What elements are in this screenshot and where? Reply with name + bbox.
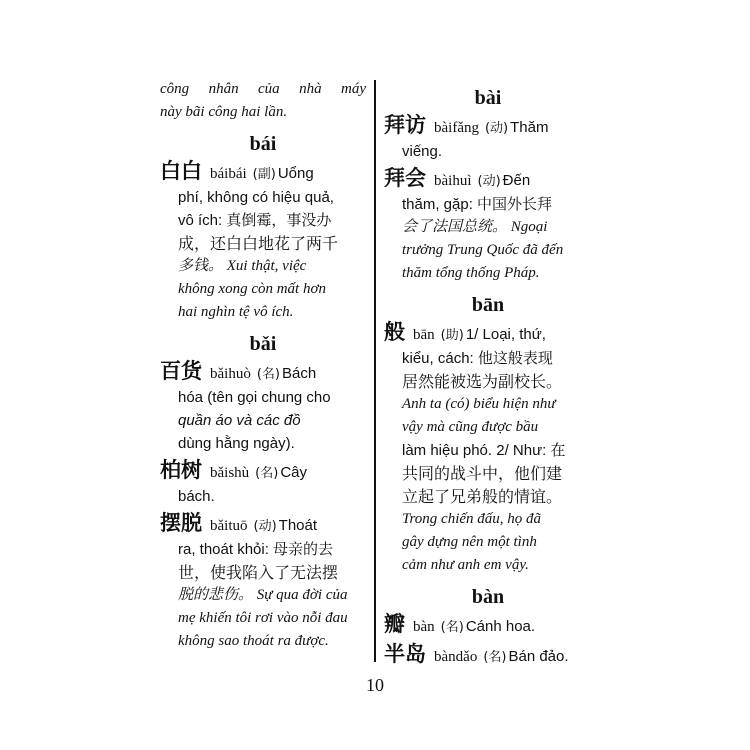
dictionary-entry xyxy=(384,613,592,639)
entry-hanzi: 百货 xyxy=(160,359,202,383)
entry-hanzi: 柏树 xyxy=(160,458,202,482)
entry-headline xyxy=(160,160,366,186)
entry-headline xyxy=(384,613,592,639)
entry-headline xyxy=(384,643,592,669)
entry-line: quần áo và các đồ xyxy=(178,412,301,429)
entry-line: hóa (tên gọi chung cho xyxy=(178,389,331,406)
entry-pinyin: bǎihuò xyxy=(210,366,251,382)
entry-line: 多钱。 Xui thật, việc xyxy=(178,258,307,274)
entry-definition-start: Thoát xyxy=(278,517,318,534)
entry-line: ra, thoát khỏi: 母亲的去 xyxy=(178,541,334,558)
entry-hanzi: 瓣 xyxy=(384,612,405,636)
entry-pos: (名) xyxy=(440,620,464,635)
entry-line: 成，还白白地花了两千 xyxy=(178,234,339,253)
entry-headline xyxy=(384,114,592,140)
entry-line: không sao thoát ra được. xyxy=(178,633,329,649)
entry-definition-start: Uổng xyxy=(277,165,314,182)
entry-pinyin: bàifǎng xyxy=(434,120,479,136)
entry-definition-start: Thăm xyxy=(510,119,549,136)
entry-headline xyxy=(160,512,366,538)
entry-pos: (动) xyxy=(477,174,501,189)
entry-hanzi: 半岛 xyxy=(384,642,426,666)
entry-pos: (副) xyxy=(252,167,276,182)
section-heading: bǎi xyxy=(249,333,277,355)
entry-pinyin: bǎishù xyxy=(210,465,250,481)
entry-pos: (名) xyxy=(255,466,279,481)
entry-line: vô ích: 真倒霉，事没办 xyxy=(178,212,332,229)
entry-headline xyxy=(160,459,366,485)
dictionary-entry xyxy=(384,167,592,285)
entry-definition-start: Cánh hoa. xyxy=(465,618,536,635)
dictionary-entry xyxy=(160,459,366,508)
right-column xyxy=(384,78,592,673)
entry-pos: (动) xyxy=(253,519,277,534)
entry-definition-start: Bách xyxy=(281,365,317,382)
entry-line: mẹ khiến tôi rơi vào nỗi đau xyxy=(178,610,348,626)
entry-line: bách. xyxy=(178,488,215,505)
example-line: công nhân của nhà máy xyxy=(160,81,366,97)
entry-hanzi: 拜会 xyxy=(384,166,426,190)
entry-hanzi: 摆脱 xyxy=(160,511,202,535)
entry-line: 脱的悲伤。 Sự qua đời của xyxy=(178,587,348,603)
entry-line: dùng hằng ngày). xyxy=(178,435,295,452)
entry-line: hai nghìn tệ vô ích. xyxy=(178,304,294,320)
entry-line: trưởng Trung Quốc đã đến xyxy=(402,242,564,258)
entry-line: gây dựng nên một tình xyxy=(402,534,537,550)
example-line: này bãi công hai lần. xyxy=(160,104,288,120)
entry-line: kiểu, cách: 他这般表现 xyxy=(402,350,553,367)
entry-hanzi: 拜访 xyxy=(384,113,426,137)
entry-headline xyxy=(160,360,366,386)
entry-pos: (名) xyxy=(256,367,280,382)
entry-line: 世，使我陷入了无法摆 xyxy=(178,563,339,582)
dictionary-entry xyxy=(384,643,592,669)
section-heading: bàn xyxy=(471,586,505,608)
entry-line: thăm tổng thống Pháp. xyxy=(402,265,540,281)
section-heading: bái xyxy=(249,133,277,155)
section-heading: bài xyxy=(474,87,502,109)
dictionary-entry xyxy=(160,160,366,324)
entry-hanzi: 白白 xyxy=(160,159,202,183)
dictionary-entry xyxy=(384,114,592,163)
entry-pinyin: bàn xyxy=(413,619,435,635)
entry-line: không xong còn mất hơn xyxy=(178,281,326,297)
entry-pos: (动) xyxy=(484,121,509,136)
entry-definition-start: Cây xyxy=(280,464,308,481)
entry-pinyin: bàihuì xyxy=(434,173,472,189)
page-number: 10 xyxy=(366,675,384,695)
entry-pinyin: bàndǎo xyxy=(434,649,478,665)
dictionary-entry xyxy=(384,321,592,577)
entry-headline xyxy=(384,321,592,347)
entry-line: 共同的战斗中，他们建 xyxy=(402,464,563,483)
entry-pinyin: báibái xyxy=(210,166,247,182)
entry-line: 立起了兄弟般的情谊。 xyxy=(402,487,563,506)
entry-line: 居然能被选为副校长。 xyxy=(402,372,563,391)
left-column xyxy=(160,78,366,657)
entry-line: Trong chiến đấu, họ đã xyxy=(402,511,542,527)
entry-line: thăm, gặp: 中国外长拜 xyxy=(402,196,553,213)
entry-line: làm hiệu phó. 2/ Như: 在 xyxy=(402,442,566,459)
entry-definition-start: Đến xyxy=(502,172,531,189)
dictionary-entry xyxy=(160,360,366,455)
entry-hanzi: 般 xyxy=(384,320,405,344)
entry-line: phí, không có hiệu quả, xyxy=(178,189,334,206)
entry-pinyin: bǎituō xyxy=(210,518,248,534)
entry-pos: (名) xyxy=(483,650,507,665)
entry-pos: (助) xyxy=(440,328,464,343)
entry-line: Anh ta (có) biểu hiện như xyxy=(402,396,556,412)
entry-definition-start: 1/ Loại, thứ, xyxy=(465,326,546,343)
entry-headline xyxy=(384,167,592,193)
entry-line: viếng. xyxy=(402,143,443,160)
entry-line: 会了法国总统。 Ngoại xyxy=(402,219,548,235)
section-heading: bān xyxy=(471,294,505,316)
dictionary-entry xyxy=(160,512,366,653)
entry-line: vậy mà cũng được bầu xyxy=(402,419,539,435)
entry-definition-start: Bán đảo. xyxy=(508,648,569,665)
entry-pinyin: bān xyxy=(413,327,435,343)
entry-line: cảm như anh em vậy. xyxy=(402,557,529,573)
column-divider xyxy=(374,80,376,662)
